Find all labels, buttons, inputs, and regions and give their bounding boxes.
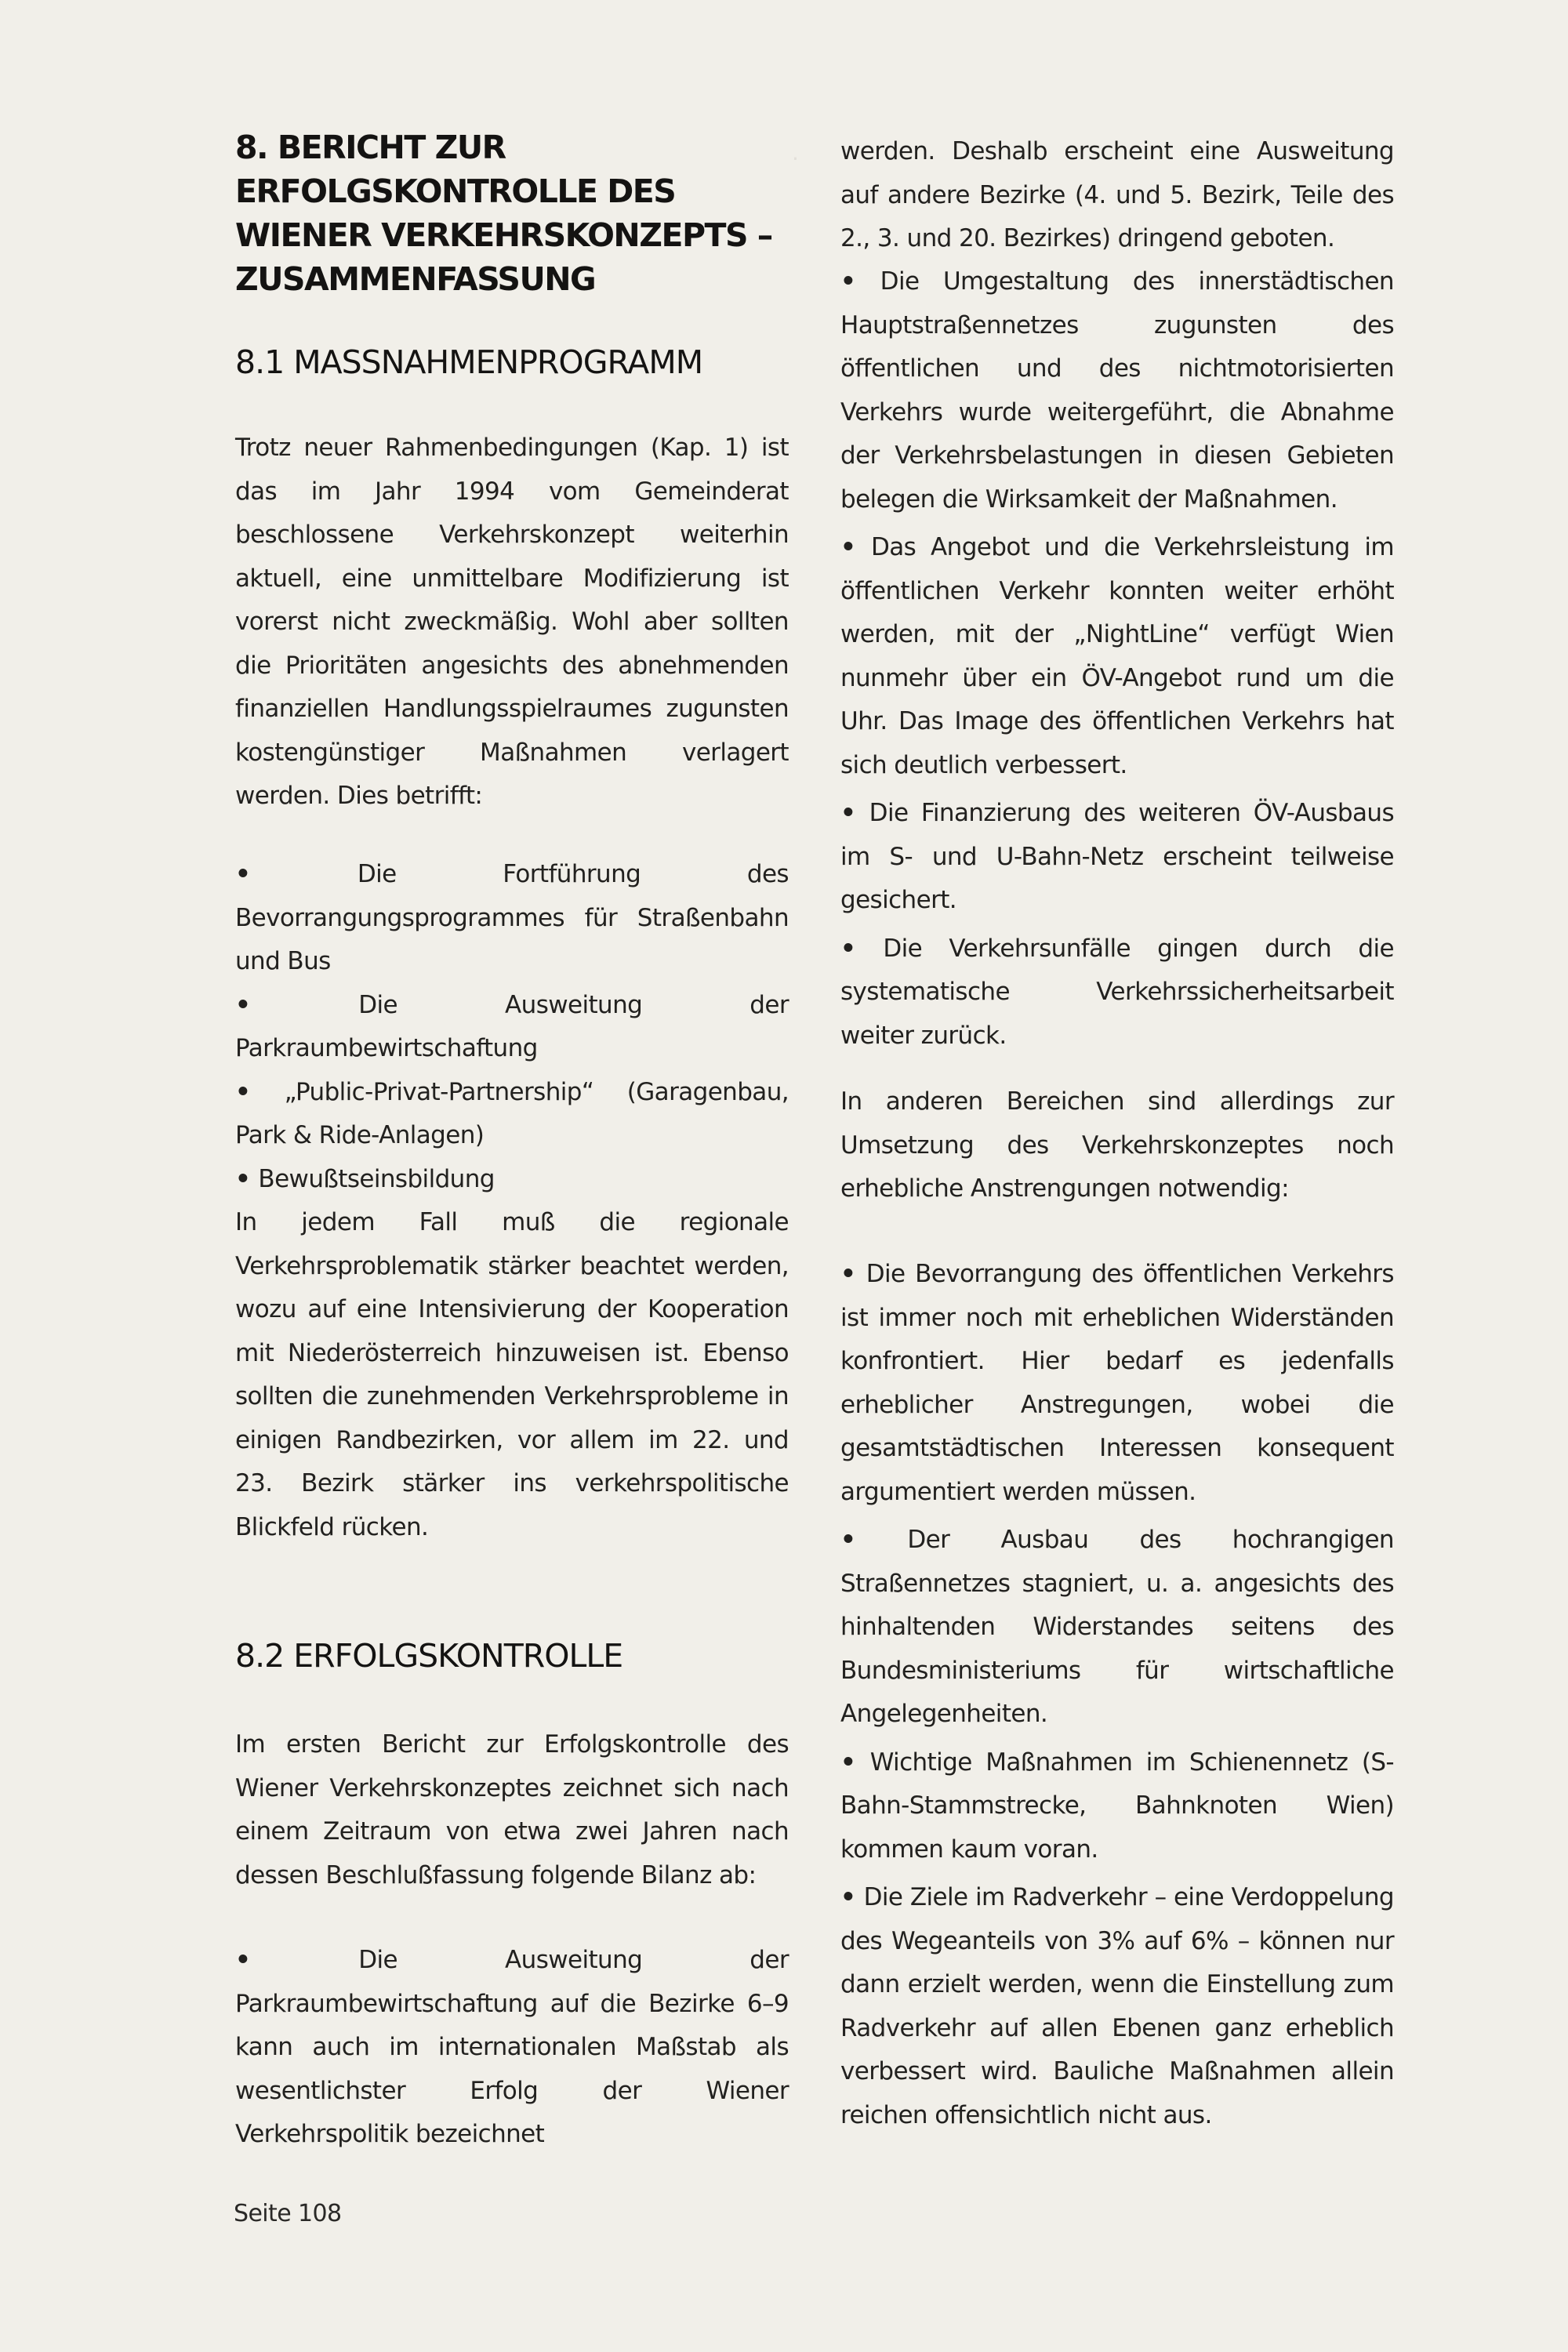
bullet-continuation-paragraph: werden. Deshalb erscheint eine Ausweitung auf andere Bezirke (4. und 5. Bezirk, Teile des 2., 3. und 20. Bezirkes) dringend geboten. [840,137,1394,252]
title-line: ERFOLGSKONTROLLE DES [235,172,676,210]
section2-success-list [840,260,1394,1062]
list-item: • Die Umgestaltung des innerstädtischen Hauptstraßennetzes zugunsten des öffentlichen und des nichtmotorisierten Verkehrs wurde weitergeführt, die Abnahme der Verkehrsbelastungen in diesen Gebieten belegen die Wirksamkeit der Maßnahmen. [840,260,1394,521]
list-item: • Bewußtseinsbildung [235,1158,789,1202]
page-number: Seite 108 [234,2200,342,2227]
section1-closing-paragraph: In jedem Fall muß die regionale Verkehrsproblematik stärker beachtet werden, wozu auf eine Intensivierung der Kooperation mit Niederösterreich hinzuweisen ist. Ebenso sollten die zunehmenden Verkehrsprobleme in einigen Randbezirken, vor allem im 22. und 23. Bezirk stärker ins verkehrspolitische Blickfeld rücken. [235,1208,789,1541]
section2-first-bullet-list [235,1939,789,2157]
list-item: • Die Finanzierung des weiteren ÖV-Ausbaus im S- und U-Bahn-Netz erscheint teilweise gesichert. [840,792,1394,923]
list-item: • Das Angebot und die Verkehrsleistung im öffentlichen Verkehr konnten weiter erhöht werden, mit der „NightLine“ verfügt Wien nunmehr über ein ÖV-Angebot rund um die Uhr. Das Image des öffentlichen Verkehrs hat sich deutlich verbessert. [840,526,1394,787]
title-line: 8. BERICHT ZUR [235,129,506,166]
section2-intro-paragraph: Im ersten Bericht zur Erfolgskontrolle des Wiener Verkehrskonzeptes zeichnet sich nach einem Zeitraum von etwa zwei Jahren nach dessen Beschlußfassung folgende Bilanz ab: [235,1730,789,1889]
section1-intro-paragraph: Trotz neuer Rahmenbedingungen (Kap. 1) ist das im Jahr 1994 vom Gemeinderat beschlossene Verkehrskonzept weiterhin aktuell, eine unmittelbare Modifizierung ist vorerst nicht zweckmäßig. Wohl aber sollten die Prioritäten angesichts des abnehmenden finanziellen Handlungsspielraumes zugunsten kostengünstiger Maßnahmen verlagert werden. Dies betrifft: [235,434,789,810]
list-item: • Die Ausweitung der Parkraumbewirtschaftung auf die Bezirke 6–9 kann auch im internationalen Maßstab als wesentlichster Erfolg der Wiener Verkehrspolitik bezeichnet [235,1939,789,2157]
section2-problems-list [840,1253,1394,2142]
list-item: • Die Fortführung des Bevorrangungsprogrammes für Straßenbahn und Bus [235,853,789,984]
list-item: • Die Ziele im Radverkehr – eine Verdoppelung des Wegeanteils von 3% auf 6% – können nur dann erzielt werden, wenn die Einstellung zum Radverkehr auf allen Ebenen ganz erheblich verbessert wird. Bauliche Maßnahmen allein reichen offensichtlich nicht aus. [840,1876,1394,2137]
list-item: • „Public-Privat-Partnership“ (Garagenbau, Park & Ride-Anlagen) [235,1071,789,1158]
title-line: WIENER VERKEHRSKONZEPTS – [235,216,772,254]
list-item: • Wichtige Maßnahmen im Schienennetz (S-Bahn-Stammstrecke, Bahnknoten Wien) kommen kaum voran. [840,1741,1394,1872]
section-heading-massnahmenprogramm: 8.1 MASSNAHMENPROGRAMM [235,343,703,381]
show-through-texture: · [792,146,799,172]
section2-transition-paragraph: In anderen Bereichen sind allerdings zur Umsetzung des Verkehrskonzeptes noch erhebliche Anstrengungen notwendig: [840,1087,1394,1203]
list-item: • Die Bevorrangung des öffentlichen Verkehrs ist immer noch mit erheblichen Widerständen konfrontiert. Hier bedarf es jedenfalls erheblicher Anstregungen, wobei die gesamtstädtischen Interessen konsequent argumentiert werden müssen. [840,1253,1394,1514]
list-item: • Die Ausweitung der Parkraumbewirtschaftung [235,984,789,1071]
section-heading-erfolgskontrolle: 8.2 ERFOLGSKONTROLLE [235,1637,623,1675]
section1-measures-list [235,853,789,1201]
list-item: • Der Ausbau des hochrangigen Straßennetzes stagniert, u. a. angesichts des hinhaltenden Widerstandes seitens des Bundesministeriums für wirtschaftliche Angelegenheiten. [840,1519,1394,1737]
list-item: • Die Verkehrsunfälle gingen durch die systematische Verkehrssicherheitsarbeit weiter zurück. [840,927,1394,1058]
chapter-title [235,125,800,301]
title-line: ZUSAMMENFASSUNG [235,260,596,298]
